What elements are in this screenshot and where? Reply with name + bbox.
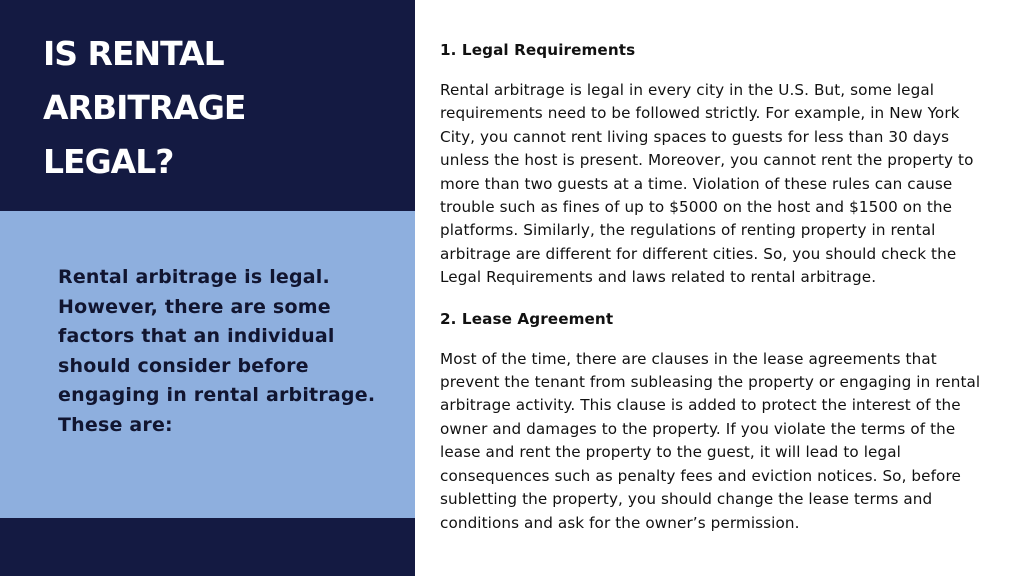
bottom-bar xyxy=(0,518,415,576)
section-body-legal-requirements: Rental arbitrage is legal in every city in the U.S. But, some legal requirements need to be followed strictly. For example, in New York City, you cannot rent living spaces to guests for less than 30 days unless the host is present. Moreover, you cannot rent the property to more than two guests at a time. Violation of these rules can cause trouble such as fines of up to $5000 on the host and $1500 on the platforms. Similarly, the regulations of renting property in rental arbitrage are different for different cities. So, you should check the Legal Requirements and laws related to rental arbitrage. xyxy=(440,81,974,287)
content-column xyxy=(440,40,990,535)
section-heading-lease-agreement: 2. Lease Agreement xyxy=(440,309,614,328)
title-line-3: LEGAL? xyxy=(43,142,174,181)
section-heading-legal-requirements: 1. Legal Requirements xyxy=(440,41,636,59)
summary-text: Rental arbitrage is legal. However, there are some factors that an individual should consider before engaging in rental arbitrage. These are: xyxy=(58,266,376,436)
page-title xyxy=(43,27,383,189)
title-line-2: ARBITRAGE xyxy=(43,88,246,127)
summary-block xyxy=(0,211,415,518)
left-panel xyxy=(0,0,415,576)
title-block xyxy=(0,0,415,211)
title-line-1: IS RENTAL xyxy=(43,34,224,73)
section-body-lease-agreement: Most of the time, there are clauses in the lease agreements that prevent the tenant from subleasing the property or engaging in rental arbitrage activity. This clause is added to protect the interest of the owner and damages to the property. If you violate the terms of the lease and rent the property to the guest, it will lead to legal consequences such as penalty fees and eviction notices. So, before subletting the property, you should change the lease terms and conditions and ask for the owner’s permission. xyxy=(440,349,981,532)
